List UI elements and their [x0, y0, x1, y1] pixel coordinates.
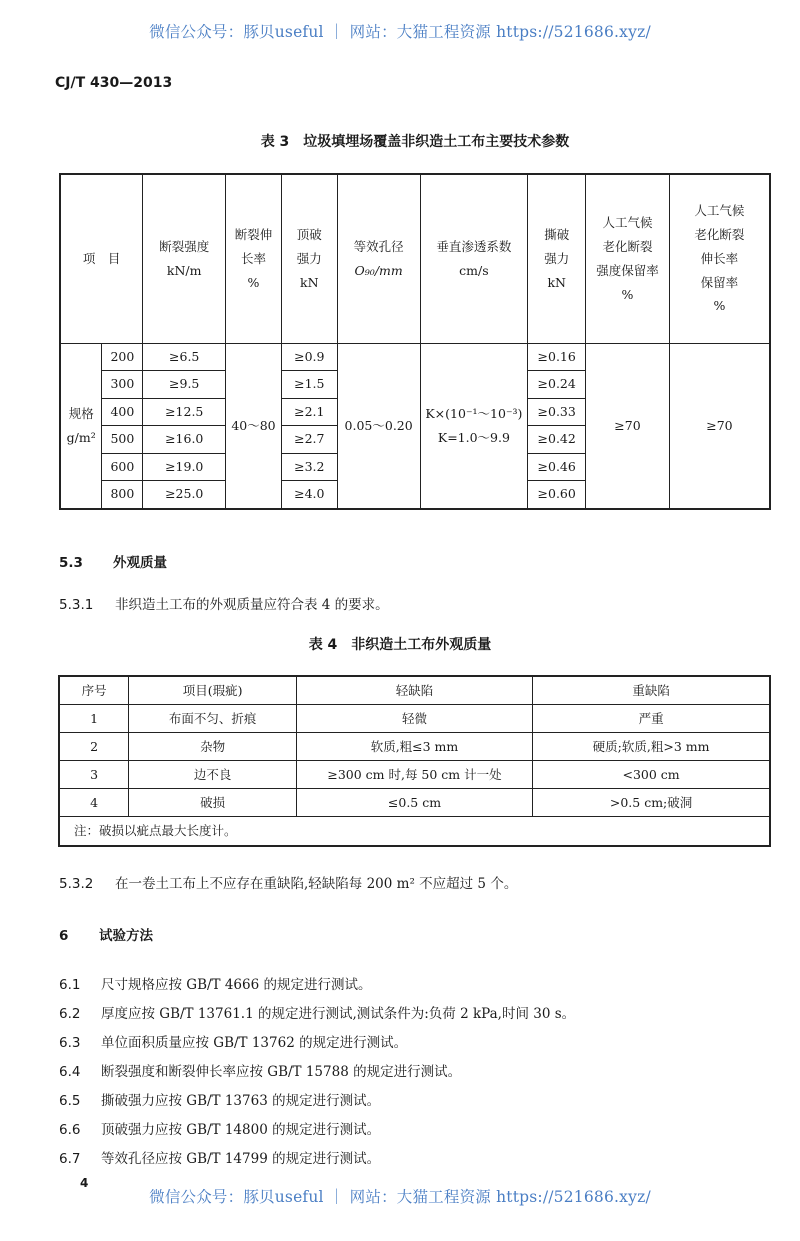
burst-strength-value: ≥2.1 — [281, 398, 337, 426]
burst-strength-value: ≥2.7 — [281, 426, 337, 454]
burst-strength-value: ≥3.2 — [281, 453, 337, 481]
spec-value: 200 — [102, 343, 143, 371]
spec-value: 400 — [102, 398, 143, 426]
aging-elongation-value: ≥70 — [669, 343, 770, 509]
cell-item: 破损 — [129, 789, 297, 817]
clause-6-5: 6.5 撕破强力应按 GB/T 13763 的规定进行测试。 — [59, 1093, 381, 1109]
breaking-strength-value: ≥16.0 — [143, 426, 226, 454]
spec-value: 500 — [102, 426, 143, 454]
header-item: 项目(瑕疵) — [129, 676, 297, 705]
tear-strength-value: ≥0.16 — [528, 343, 586, 371]
table3-header-row — [60, 174, 770, 343]
breaking-strength-value: ≥12.5 — [143, 398, 226, 426]
table-row — [60, 343, 770, 371]
cell-seq: 2 — [59, 733, 129, 761]
cell-minor: 轻微 — [296, 705, 532, 733]
spec-label: 规格 g/m² — [60, 343, 102, 509]
elongation-value: 40～80 — [226, 343, 282, 509]
tear-strength-value: ≥0.24 — [528, 371, 586, 399]
permeability-value: K×(10⁻¹～10⁻³) K=1.0～9.9 — [420, 343, 528, 509]
watermark-top: 微信公众号：豚贝useful ｜ 网站：大猫工程资源 https://521686.xyz/ — [149, 23, 651, 41]
tear-strength-value: ≥0.42 — [528, 426, 586, 454]
table-row — [59, 761, 770, 789]
breaking-strength-value: ≥9.5 — [143, 371, 226, 399]
header-minor-defect: 轻缺陷 — [296, 676, 532, 705]
clause-6-3: 6.3 单位面积质量应按 GB/T 13762 的规定进行测试。 — [59, 1035, 408, 1051]
section-5-3-heading: 5.3 外观质量 — [59, 555, 167, 571]
cell-seq: 1 — [59, 705, 129, 733]
header-elongation: 断裂伸 长率 % — [226, 174, 282, 343]
header-permeability: 垂直渗透系数 cm/s — [420, 174, 528, 343]
clause-6-2: 6.2 厚度应按 GB/T 13761.1 的规定进行测试,测试条件为:负荷 2 kPa,时间 30 s。 — [59, 1006, 576, 1022]
clause-6-1: 6.1 尺寸规格应按 GB/T 4666 的规定进行测试。 — [59, 977, 372, 993]
breaking-strength-value: ≥6.5 — [143, 343, 226, 371]
cell-item: 边不良 — [129, 761, 297, 789]
burst-strength-value: ≥4.0 — [281, 481, 337, 509]
header-burst-strength: 顶破 强力 kN — [281, 174, 337, 343]
tear-strength-value: ≥0.60 — [528, 481, 586, 509]
spec-value: 600 — [102, 453, 143, 481]
cell-minor: ≥300 cm 时,每 50 cm 计一处 — [296, 761, 532, 789]
clause-5-3-2: 5.3.2 在一卷土工布上不应存在重缺陷,轻缺陷每 200 m² 不应超过 5 个。 — [59, 876, 518, 892]
clause-6-7: 6.7 等效孔径应按 GB/T 14799 的规定进行测试。 — [59, 1151, 381, 1167]
burst-strength-value: ≥0.9 — [281, 343, 337, 371]
table-row — [59, 705, 770, 733]
cell-major: >0.5 cm;破洞 — [533, 789, 770, 817]
header-item: 项 目 — [60, 174, 143, 343]
clause-6-4: 6.4 断裂强度和断裂伸长率应按 GB/T 15788 的规定进行测试。 — [59, 1064, 462, 1080]
cell-seq: 3 — [59, 761, 129, 789]
table4-title: 表 4 非织造土工布外观质量 — [308, 637, 492, 653]
cell-minor: ≤0.5 cm — [296, 789, 532, 817]
aging-strength-value: ≥70 — [586, 343, 670, 509]
tear-strength-value: ≥0.46 — [528, 453, 586, 481]
table3 — [59, 173, 771, 510]
table4-header-row — [59, 676, 770, 705]
pore-size-value: 0.05～0.20 — [337, 343, 420, 509]
table4 — [58, 675, 771, 847]
standard-code: CJ/T 430—2013 — [55, 75, 173, 91]
clause-5-3-1: 5.3.1 非织造土工布的外观质量应符合表 4 的要求。 — [59, 597, 389, 613]
table-row — [59, 789, 770, 817]
cell-seq: 4 — [59, 789, 129, 817]
watermark-bottom: 微信公众号：豚贝useful ｜ 网站：大猫工程资源 https://521686.xyz/ — [149, 1188, 651, 1206]
section-6-heading: 6 试验方法 — [59, 928, 153, 944]
header-tear-strength: 撕破 强力 kN — [528, 174, 586, 343]
page-number: 4 — [80, 1176, 89, 1190]
table-note-row — [59, 817, 770, 847]
clause-6-6: 6.6 顶破强力应按 GB/T 14800 的规定进行测试。 — [59, 1122, 381, 1138]
cell-item: 杂物 — [129, 733, 297, 761]
cell-major: <300 cm — [533, 761, 770, 789]
table-row — [59, 733, 770, 761]
table3-title: 表 3 垃圾填埋场覆盖非织造土工布主要技术参数 — [260, 134, 570, 150]
table4-note: 注：破损以疵点最大长度计。 — [59, 817, 770, 847]
spec-value: 300 — [102, 371, 143, 399]
header-seq: 序号 — [59, 676, 129, 705]
header-breaking-strength: 断裂强度 kN/m — [143, 174, 226, 343]
cell-item: 布面不匀、折痕 — [129, 705, 297, 733]
header-aging-strength: 人工气候 老化断裂 强度保留率 % — [586, 174, 670, 343]
header-pore-size: 等效孔径 O₉₀/mm — [337, 174, 420, 343]
cell-minor: 软质,粗≤3 mm — [296, 733, 532, 761]
cell-major: 硬质;软质,粗>3 mm — [533, 733, 770, 761]
burst-strength-value: ≥1.5 — [281, 371, 337, 399]
cell-major: 严重 — [533, 705, 770, 733]
spec-value: 800 — [102, 481, 143, 509]
breaking-strength-value: ≥25.0 — [143, 481, 226, 509]
breaking-strength-value: ≥19.0 — [143, 453, 226, 481]
tear-strength-value: ≥0.33 — [528, 398, 586, 426]
header-aging-elongation: 人工气候 老化断裂 伸长率 保留率 % — [669, 174, 770, 343]
header-major-defect: 重缺陷 — [533, 676, 770, 705]
